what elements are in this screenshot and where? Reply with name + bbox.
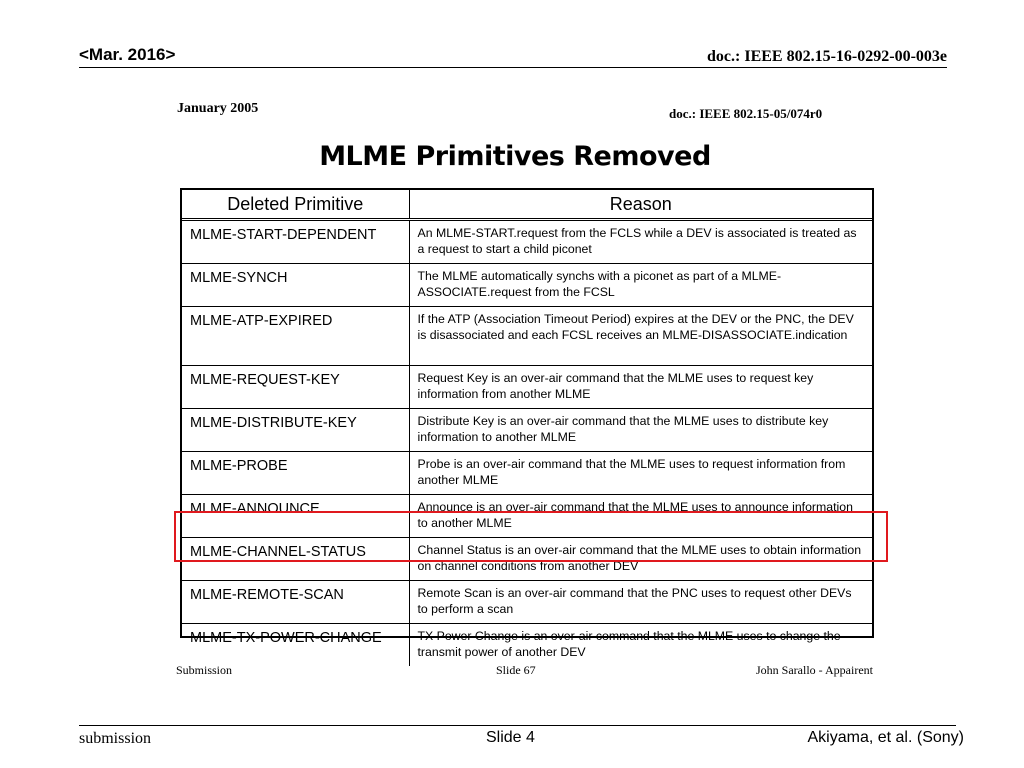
table-row [182, 366, 872, 409]
reason-cell: Request Key is an over-air command that the MLME uses to request key information from another MLME [409, 366, 872, 409]
primitive-cell: MLME-START-DEPENDENT [182, 220, 409, 264]
inset-footer-submission: Submission [176, 663, 233, 677]
primitive-cell: MLME-DISTRIBUTE-KEY [182, 409, 409, 452]
reason-cell: An MLME-START.request from the FCLS while a DEV is associated is treated as a request to start a child piconet [417, 226, 857, 256]
reason-cell: Distribute Key is an over-air command that the MLME uses to distribute key information to another MLME [409, 409, 872, 452]
inset-footer-author: John Sarallo - Appairent [756, 663, 873, 677]
table-row [182, 452, 872, 495]
primitive-cell: MLME-REQUEST-KEY [182, 366, 409, 409]
inset-date: January 2005 [177, 101, 259, 116]
header-deleted-primitive: Deleted Primitive [182, 190, 409, 220]
table-row [182, 220, 872, 264]
reason-cell: TX Power Change is an over-air command that the MLME uses to change the transmit power of another DEV [409, 624, 872, 667]
primitives-table-frame [180, 188, 874, 659]
table-row [182, 264, 872, 307]
primitive-cell: MLME-ANNOUNCE [182, 495, 409, 538]
primitives-table [182, 190, 872, 666]
inset-footer-slide: Slide 67 [496, 663, 536, 677]
table-row [182, 307, 872, 366]
reason-cell: Probe is an over-air command that the MLME uses to request information from another MLME [409, 452, 872, 495]
table-row [182, 409, 872, 452]
reason-cell: Remote Scan is an over-air command that the PNC uses to request other DEVs to perform a scan [409, 581, 872, 624]
primitive-cell: MLME-ATP-EXPIRED [182, 307, 409, 366]
primitive-cell: MLME-PROBE [182, 452, 409, 495]
inset-doc-id: doc.: IEEE 802.15-05/074r0 [669, 106, 823, 121]
footer-authors: Akiyama, et al. (Sony) [807, 729, 964, 746]
footer-submission: submission [79, 730, 152, 747]
reason-cell: The MLME automatically synchs with a piconet as part of a MLME-ASSOCIATE.request from the FCSL [409, 264, 872, 307]
primitive-cell: MLME-SYNCH [182, 264, 409, 307]
footer-divider [79, 725, 956, 726]
header-divider [79, 67, 947, 68]
inset-title: MLME Primitives Removed [319, 141, 711, 172]
footer-slide-number: Slide 4 [486, 729, 535, 746]
primitive-cell: MLME-REMOTE-SCAN [182, 581, 409, 624]
table-header-row [182, 190, 872, 220]
primitive-cell: MLME-CHANNEL-STATUS [182, 538, 409, 581]
reason-cell: Channel Status is an over-air command that the MLME uses to obtain information on channel conditions from another DEV [409, 538, 872, 581]
table-row [182, 624, 872, 667]
header-doc-id: doc.: IEEE 802.15-16-0292-00-003e [707, 48, 947, 65]
primitive-cell: MLME-TX-POWER-CHANGE [182, 624, 409, 667]
table-row [182, 581, 872, 624]
header-reason: Reason [409, 190, 872, 220]
reason-cell: If the ATP (Association Timeout Period) expires at the DEV or the PNC, the DEV is disassociated and each FCSL receives an MLME-DISASSOCIATE.indication [409, 307, 872, 366]
header-date: <Mar. 2016> [79, 45, 176, 64]
reason-cell: Announce is an over-air command that the MLME uses to announce information to another MLME [409, 495, 872, 538]
highlight-box [174, 511, 888, 562]
